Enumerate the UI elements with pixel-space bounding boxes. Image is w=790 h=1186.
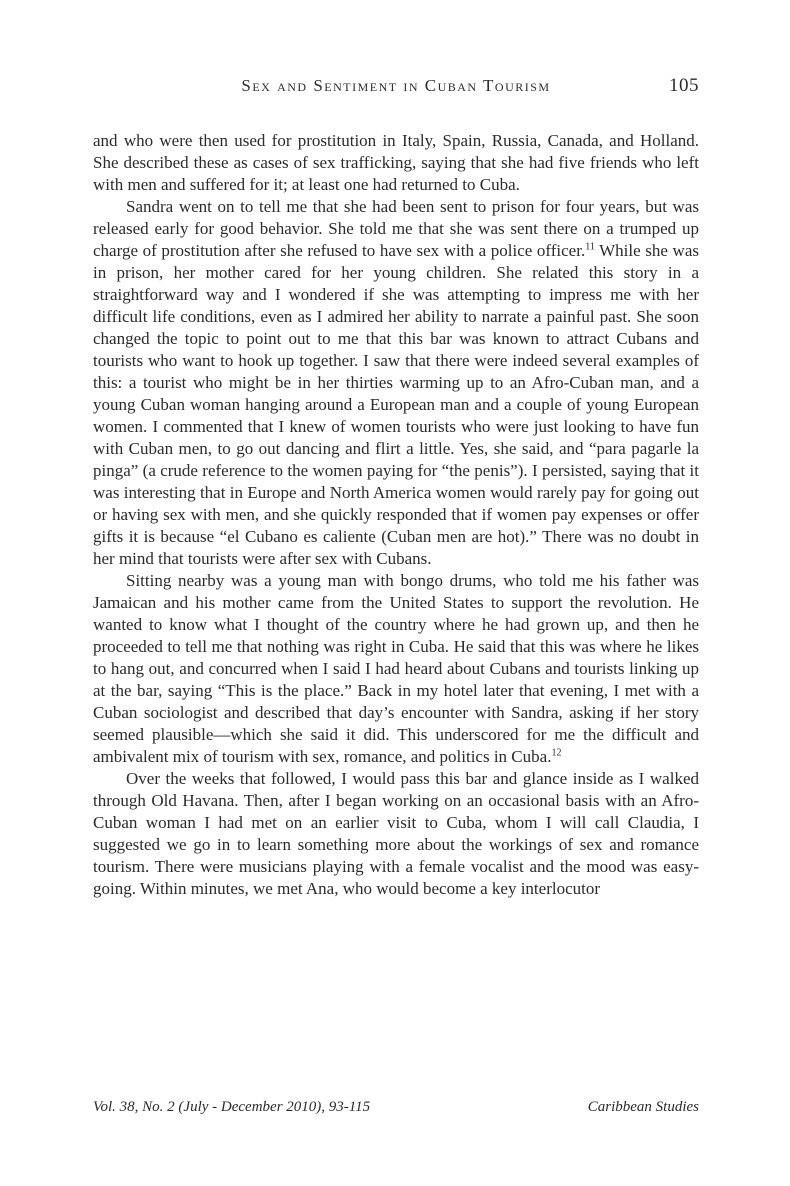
paragraph-text: Over the weeks that followed, I would pass this bar and glance inside as I walked through Old Havana. Then, after I began working on an occasional basis with an Afro-Cuban woman I had met on an earlier visit to Cuba, whom I will call Claudia, I suggested we go in to learn something more about the workings of sex and romance tourism. There were musicians playing with a female vocalist and the mood was easy-going. Within minutes, we met Ana, who would become a key interlocutor — [93, 769, 699, 898]
paragraph-text: While she was in prison, her mother cared for her young children. She related this story in a straightforward way and I wondered if she was attempting to impress me with her difficult life conditions, even as I admired her ability to narrate a painful past. She soon changed the topic to point out to me that this bar was known to attract Cubans and tourists who want to hook up together. I saw that there were indeed several examples of this: a tourist who might be in her thirties warming up to an Afro-Cuban man, and a young Cuban woman hanging around a European man and a couple of young European women. I commented that I knew of women tourists who were just looking to have fun with Cuban men, to go out dancing and flirt a little. Yes, she said, and “para pagarle la pinga” (a crude reference to the women paying for “the penis”). I persisted, saying that it was interesting that in Europe and North America women would rarely pay for going out or having sex with men, and she quickly responded that if women pay expenses or offer gifts it is because “el Cubano es caliente (Cuban men are hot).” There was no doubt in her mind that tourists were after sex with Cubans. — [93, 241, 699, 568]
page-header — [93, 76, 699, 100]
paragraph — [93, 768, 699, 900]
journal-citation: Vol. 38, No. 2 (July - December 2010), 93-115 — [93, 1099, 371, 1115]
journal-name: Caribbean Studies — [587, 1099, 699, 1115]
paragraph-text: and who were then used for prostitution in Italy, Spain, Russia, Canada, and Holland. She described these as cases of sex trafficking, saying that she had five friends who left with men and suffered for it; at least one had returned to Cuba. — [93, 131, 699, 194]
footnote-marker: 11 — [585, 241, 595, 253]
paragraph — [93, 570, 699, 768]
paragraph — [93, 196, 699, 570]
page-footer — [93, 1098, 699, 1116]
footnote-marker: 12 — [551, 747, 562, 759]
running-title: Sex and Sentiment in Cuban Tourism — [241, 76, 551, 95]
paragraph-text: Sitting nearby was a young man with bongo drums, who told me his father was Jamaican and his mother came from the United States to support the revolution. He wanted to know what I thought of the country where he had grown up, and then he proceeded to tell me that nothing was right in Cuba. He said that this was where he likes to hang out, and concurred when I said I had heard about Cubans and tourists linking up at the bar, saying “This is the place.” Back in my hotel later that evening, I met with a Cuban sociologist and described that day’s encounter with Sandra, asking if her story seemed plausible—which she said it did. This underscored for me the difficult and ambivalent mix of tourism with sex, romance, and politics in Cuba. — [93, 571, 699, 766]
paragraph — [93, 130, 699, 196]
paragraph-text: Sandra went on to tell me that she had been sent to prison for four years, but was released early for good behavior. She told me that she was sent there on a trumped up charge of prostitution after she refused to have sex with a police officer. — [93, 197, 699, 260]
body-text — [93, 130, 699, 900]
page-number: 105 — [669, 75, 699, 96]
